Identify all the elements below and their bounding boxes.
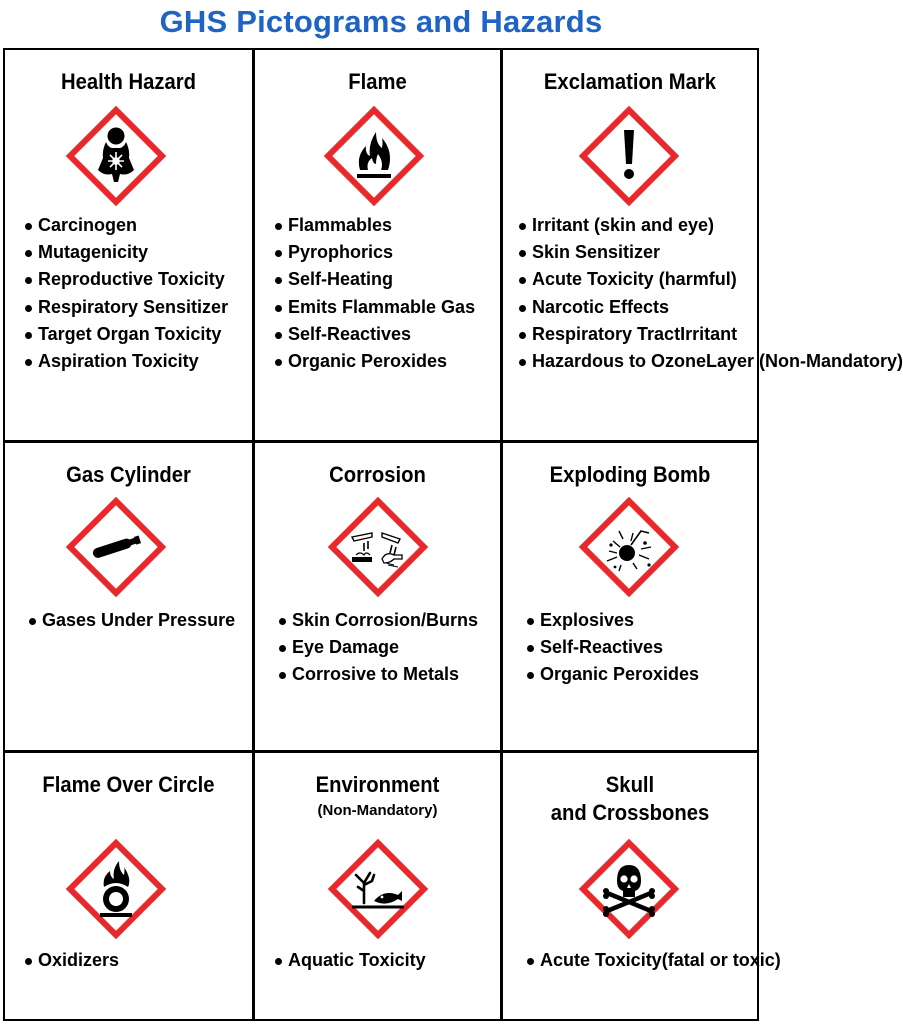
hazard-list-item (23, 294, 228, 321)
hazard-item-text: Flammables (288, 215, 393, 235)
cell-title: Exclamation Mark (543, 69, 717, 94)
corrosion-icon (326, 495, 430, 599)
hazard-list-item (277, 607, 478, 634)
pictogram-cell-skull-and-crossbones (503, 753, 781, 1021)
hazard-item-text: Self-Heating (288, 269, 394, 290)
hazard-list (525, 947, 781, 974)
hazard-item-text: Irritant (skin and eye) (532, 215, 715, 235)
hazard-list-item (23, 321, 228, 348)
exclamation-mark-icon (577, 104, 681, 208)
cell-title: Health Hazard (61, 69, 196, 94)
hazard-list-item (23, 266, 228, 293)
hazard-list-item (273, 348, 475, 375)
hazard-list-item (517, 239, 903, 266)
hazard-list (525, 607, 699, 689)
hazard-list-item (525, 947, 781, 974)
hazard-item-text: Irritant (680, 323, 738, 344)
hazard-list-item (517, 266, 903, 293)
hazard-item-text: Hazardous to Ozone (532, 351, 707, 372)
hazard-item-text: Aquatic Toxicity (288, 950, 426, 970)
hazard-list-item (23, 947, 119, 974)
hazard-item-text: Gases Under Pressure (42, 610, 236, 630)
hazard-list-item (23, 239, 228, 266)
hazard-list-item (273, 212, 475, 239)
gas-cylinder-icon (64, 495, 168, 599)
cell-subtitle: (Non-Mandatory) (317, 802, 438, 819)
environment-icon (326, 837, 430, 941)
hazard-item-text: Organic Peroxides (540, 664, 700, 685)
hazard-list-item (273, 266, 475, 293)
hazard-list (27, 607, 235, 634)
hazard-item-text: Emits Flammable Gas (288, 296, 476, 317)
hazard-item-text: Oxidizers (38, 950, 120, 970)
hazard-item-text: Acute Toxicity (harmful) (532, 269, 737, 290)
hazard-list (273, 947, 426, 974)
hazard-list (23, 212, 228, 375)
hazard-list-item (525, 634, 699, 661)
flame-icon (322, 104, 426, 208)
cell-title: and Crossbones (550, 800, 710, 825)
hazard-item-text: Acute Toxicity (540, 950, 662, 970)
hazard-item-text: Corrosive to Metals (292, 664, 460, 685)
hazard-list-item (525, 661, 699, 688)
cell-title: Environment (315, 772, 440, 797)
hazard-list-item (23, 348, 228, 375)
cell-title: Corrosion (329, 462, 426, 487)
hazard-item-text: Aspiration Toxicity (38, 351, 199, 372)
hazard-list-item (273, 294, 475, 321)
hazard-item-text: Respiratory Sensitizer (38, 296, 229, 317)
pictogram-grid (3, 48, 903, 1021)
exploding-bomb-icon (577, 495, 681, 599)
cell-title: Gas Cylinder (66, 462, 191, 487)
hazard-list-item (517, 321, 903, 348)
hazard-list-item (277, 634, 478, 661)
pictogram-cell-flame-over-circle (5, 753, 252, 1021)
hazard-item-text: Mutagenicity (38, 242, 149, 263)
hazard-item-text: Explosives (540, 610, 635, 630)
hazard-item-text: Reproductive Toxicity (38, 269, 225, 290)
hazard-item-text: Skin Sensitizer (532, 242, 661, 263)
page-title: GHS Pictograms and Hazards (159, 4, 603, 39)
health-hazard-icon (64, 104, 168, 208)
skull-and-crossbones-icon (577, 837, 681, 941)
hazard-list-item (517, 294, 903, 321)
hazard-list-item (517, 348, 903, 375)
hazard-item-text: Burns (426, 610, 479, 630)
hazard-list (273, 212, 475, 375)
cell-title: Flame (348, 69, 407, 94)
pictogram-cell-health-hazard (5, 50, 252, 440)
hazard-list-item (273, 321, 475, 348)
hazard-item-text: Layer (Non-Mandatory) (706, 351, 903, 372)
hazard-list-item (525, 607, 699, 634)
pictogram-cell-flame (255, 50, 500, 440)
cell-title: Flame Over Circle (42, 772, 215, 797)
hazard-list (277, 607, 478, 689)
hazard-list-item (273, 947, 426, 974)
hazard-item-text: Eye Damage (292, 637, 400, 658)
hazard-item-text: Self-Reactives (540, 637, 664, 658)
hazard-item-text: (fatal or toxic) (661, 950, 781, 970)
hazard-list-item (517, 212, 903, 239)
hazard-item-text: Pyrophorics (288, 242, 394, 263)
hazard-list (517, 212, 903, 375)
hazard-item-text: Organic Peroxides (288, 351, 448, 372)
hazard-item-text: Carcinogen (38, 215, 138, 235)
pictogram-cell-environment (255, 753, 500, 1021)
hazard-list-item (23, 212, 228, 239)
hazard-list-item (277, 661, 478, 688)
flame-over-circle-icon (64, 837, 168, 941)
pictogram-cell-exploding-bomb (503, 443, 757, 750)
hazard-list-item (27, 607, 235, 634)
hazard-item-text: Skin Corrosion/ (292, 610, 427, 630)
pictogram-cell-gas-cylinder (5, 443, 252, 750)
pictogram-cell-corrosion (255, 443, 500, 750)
cell-title: Skull (605, 772, 655, 797)
pictogram-cell-exclamation-mark (503, 50, 903, 440)
hazard-item-text: Target Organ Toxicity (38, 323, 222, 344)
hazard-list (23, 947, 119, 974)
hazard-list-item (273, 239, 475, 266)
cell-title: Exploding Bomb (549, 462, 711, 487)
hazard-item-text: Narcotic Effects (532, 296, 670, 317)
hazard-item-text: Self-Reactives (288, 323, 412, 344)
hazard-item-text: Respiratory Tract (532, 323, 681, 344)
